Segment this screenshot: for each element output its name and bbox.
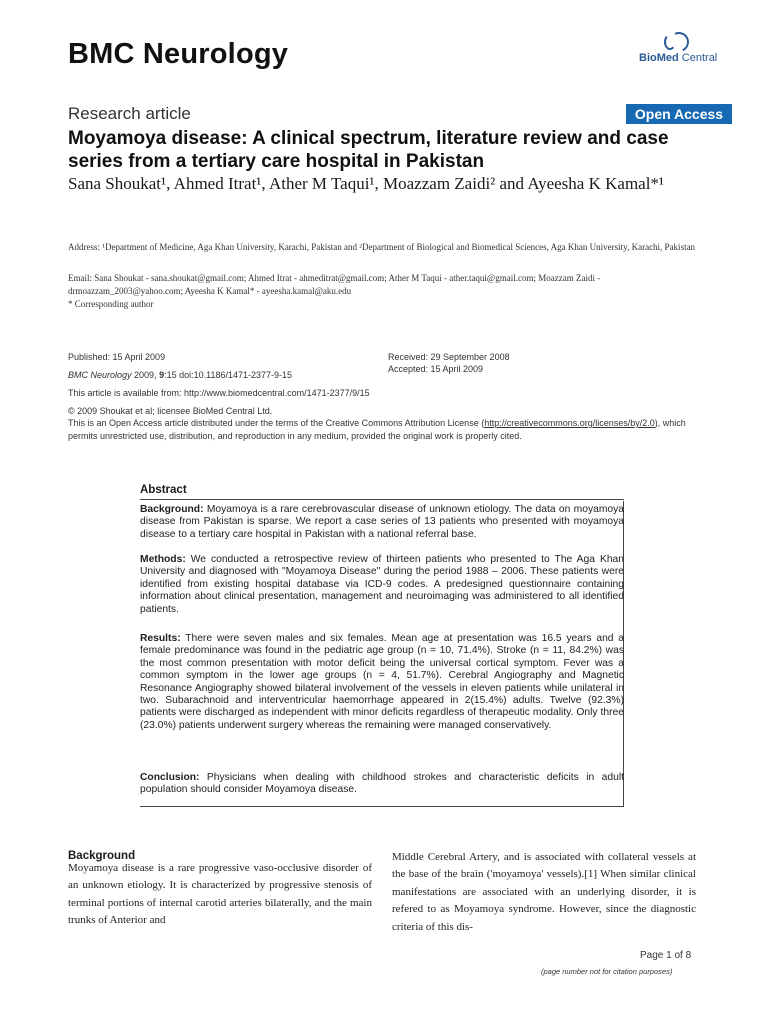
- publisher-name-rest: Central: [678, 52, 718, 64]
- license-pre: This is an Open Access article distributed under the terms of the Creative Commons Attribution License (: [68, 418, 485, 428]
- received-date: Received: 29 September 2008: [388, 352, 510, 362]
- license-text: [68, 417, 708, 442]
- page-number-note: (page number not for citation purposes): [541, 967, 673, 976]
- abstract-top-rule: [140, 499, 624, 500]
- logo-arc-small-icon: [664, 34, 676, 50]
- abstract-results: [140, 633, 624, 732]
- journal-title: BMC Neurology: [68, 38, 289, 70]
- author-address: Address: ¹Department of Medicine, Aga Khan University, Karachi, Pakistan and ²Department of Biological and Biomedical Sciences, Aga Khan University, Karachi, Pakistan: [68, 242, 696, 252]
- author-emails: Email: Sana Shoukat - sana.shoukat@gmail.com; Ahmed Itrat - ahmeditrat@gmail.com; Ather M Taqui - ather.taqui@gmail.com; Moazzam Zaidi - drmoazzam_2003@yahoo.com; Ayeesha K Kamal* - ayeesha.kamal@aku.edu: [68, 273, 601, 296]
- license-post: ), which permits unrestricted use, distribution, and reproduction in any medium, provided the original work is properly cited.: [68, 418, 686, 441]
- abstract-methods-text: We conducted a retrospective review of thirteen patients who presented to The Aga Khan University and diagnosed with "Moyamoya Disease" during the period 1988 – 2006. These patients were identified from existing hospital database via ICD-9 codes. A predesigned questionnaire containing information about clinical presentation, management and neuroimaging was administered to all identified patients.: [140, 554, 624, 615]
- abstract-results-label: Results:: [140, 633, 181, 644]
- citation-line: [68, 369, 292, 382]
- published-date: Published: 15 April 2009: [68, 352, 166, 362]
- body-column-left: Moyamoya disease is a rare progressive vaso-occlusive disorder of an unknown etiology. It is characterized by progressive stenosis of terminal portions of internal carotid arteries bilaterally, and the main trunks of Anterior and: [68, 862, 372, 927]
- abstract-background-text: Moyamoya is a rare cerebrovascular disease of unknown etiology. The data on moyamoya disease from Pakistan is sparse. We report a case series of 13 patients who presented with moyamoya disease to a tertiary care hospital in Pakistan with a national referral base.: [140, 504, 624, 540]
- article-url-line: This article is available from: http://www.biomedcentral.com/1471-2377/9/15: [68, 388, 370, 398]
- article-type: Research article: [68, 104, 191, 123]
- page-number: Page 1 of 8: [640, 950, 692, 961]
- abstract-conclusion-text: Physicians when dealing with childhood strokes and characteristic deficits in adult population should consider Moyamoya disease.: [140, 772, 624, 796]
- citation-journal: BMC Neurology: [68, 370, 132, 380]
- abstract-background: [140, 504, 624, 541]
- author-list: Sana Shoukat¹, Ahmed Itrat¹, Ather M Taqui¹, Moazzam Zaidi² and Ayeesha K Kamal*¹: [68, 174, 665, 193]
- copyright-line: © 2009 Shoukat et al; licensee BioMed Central Ltd.: [68, 406, 273, 416]
- abstract-methods: [140, 554, 624, 616]
- article-title: Moyamoya disease: A clinical spectrum, literature review and case series from a tertiary care hospital in Pakistan: [68, 128, 669, 172]
- body-column-right: Middle Cerebral Artery, and is associated with collateral vessels at the base of the brain ('moyamoya' vessels).[1] When similar clinical manifestations are associated with an underlying disorder, it is refered to as Moyamoya syndrome. However, since the diagnostic criteria of this dis-: [392, 851, 696, 933]
- abstract-results-text: There were seven males and six females. Mean age at presentation was 16.5 years and a female predominance was found in the pediatric age group (n = 10, 71.4%). Stroke (n = 11, 84.2%) was the most common presentation with motor deficit being the universal cortical symptom. Fever was a common symptom in the lower age groups (n = 4, 51.7%). Cerebral Angiography and Magnetic Resonance Angiography showed bilateral involvement of the vessels in eleven patients while unilateral in two. Subarachnoid and interventricular haemorrhage appeared in 2(15.4%) adults. Twelve (92.3%) patients were discharged as independent with minor deficits regardless of therapeutic modality. Only three (23.0%) patients underwent surgery whereas the remaining were managed conservatively.: [140, 633, 624, 731]
- section-heading-background: Background: [68, 850, 136, 862]
- abstract-background-label: Background:: [140, 504, 204, 515]
- abstract-conclusion-label: Conclusion:: [140, 772, 200, 783]
- corresponding-author-note: * Corresponding author: [68, 299, 154, 309]
- publisher-name-bold: BioMed: [639, 52, 679, 64]
- citation-volume: 9: [159, 370, 165, 380]
- open-access-badge: Open Access: [626, 104, 732, 124]
- abstract-heading: Abstract: [140, 484, 187, 496]
- license-link[interactable]: http://creativecommons.org/licenses/by/2.0: [484, 418, 655, 428]
- abstract-conclusion: [140, 772, 624, 797]
- citation-year: 2009,: [131, 370, 160, 380]
- abstract-methods-label: Methods:: [140, 554, 186, 565]
- citation-doi: :15 doi:10.1186/1471-2377-9-15: [164, 370, 293, 380]
- publisher-logo: [637, 30, 718, 72]
- accepted-date: Accepted: 15 April 2009: [388, 364, 484, 374]
